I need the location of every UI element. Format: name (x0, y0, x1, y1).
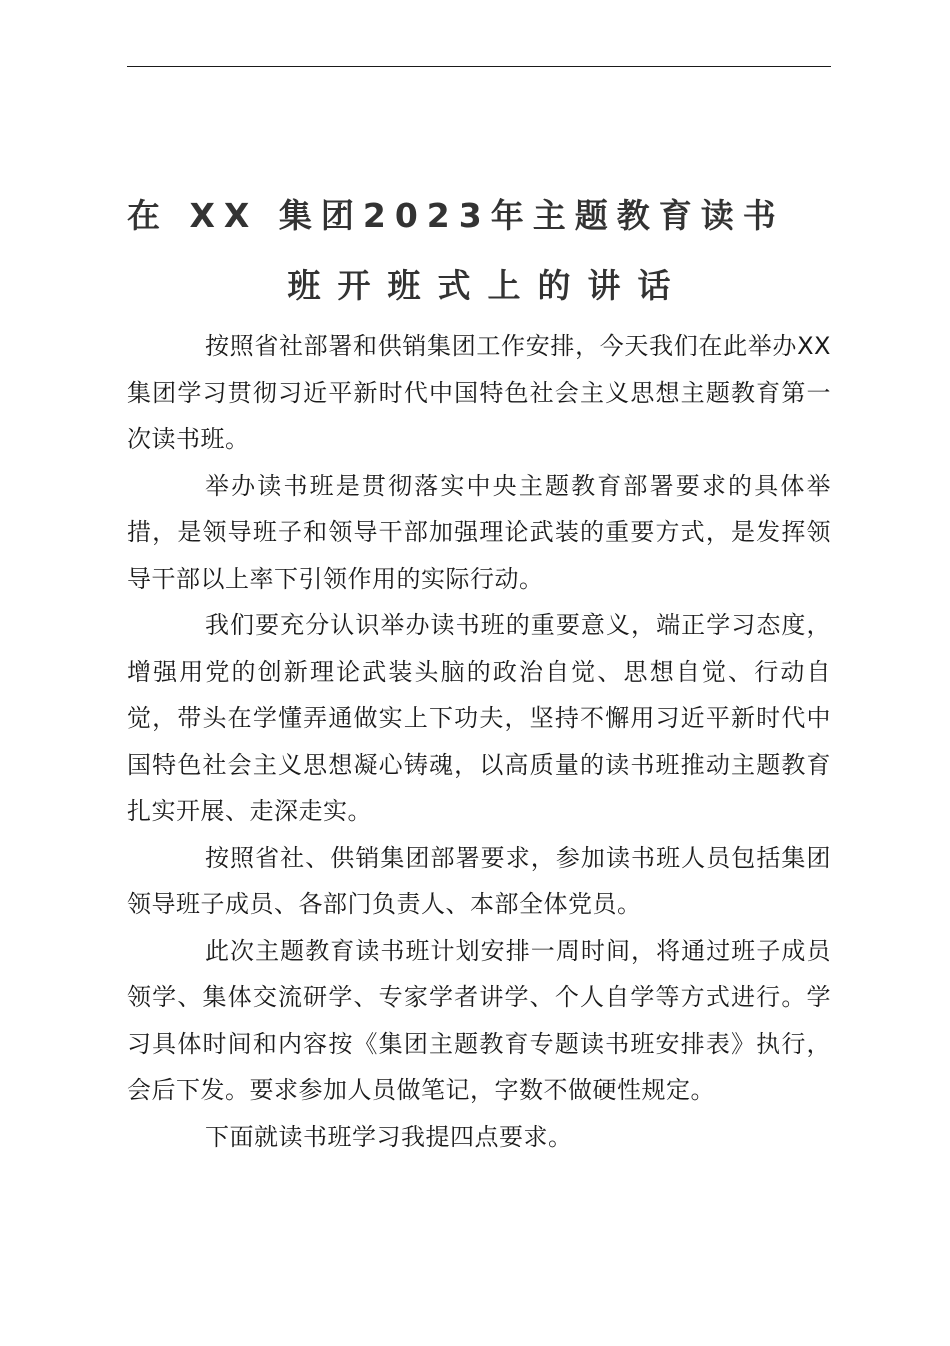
paragraph-2: 举办读书班是贯彻落实中央主题教育部署要求的具体举措，是领导班子和领导干部加强理论武装的重要方式，是发挥领导干部以上率下引领作用的实际行动。 (127, 471, 831, 593)
document-title-line-1: 在 XX 集团2023年主题教育读书 (127, 196, 785, 235)
paragraph-5: 此次主题教育读书班计划安排一周时间，将通过班子成员领学、集体交流研学、专家学者讲学、个人自学等方式进行。学习具体时间和内容按《集团主题教育专题读书班安排表》执行，会后下发。要求参加人员做笔记，字数不做硬性规定。 (127, 936, 831, 1104)
paragraph-6: 下面就读书班学习我提四点要求。 (205, 1122, 573, 1151)
paragraph-3: 我们要充分认识举办读书班的重要意义，端正学习态度，增强用党的创新理论武装头脑的政治自觉、思想自觉、行动自觉，带头在学懂弄通做实上下功夫，坚持不懈用习近平新时代中国特色社会主义思想凝心铸魂，以高质量的读书班推动主题教育扎实开展、走深走实。 (127, 611, 831, 825)
paragraph-1: 按照省社部署和供销集团工作安排，今天我们在此举办XX 集团学习贯彻习近平新时代中国特色社会主义思想主题教育第一次读书班。 (127, 332, 831, 453)
paragraph-4: 按照省社、供销集团部署要求，参加读书班人员包括集团领导班子成员、各部门负责人、本部全体党员。 (127, 843, 831, 918)
document-title-line-2: 班开班式上的讲话 (287, 266, 688, 305)
header-rule (127, 66, 831, 67)
document-body (127, 323, 831, 1160)
